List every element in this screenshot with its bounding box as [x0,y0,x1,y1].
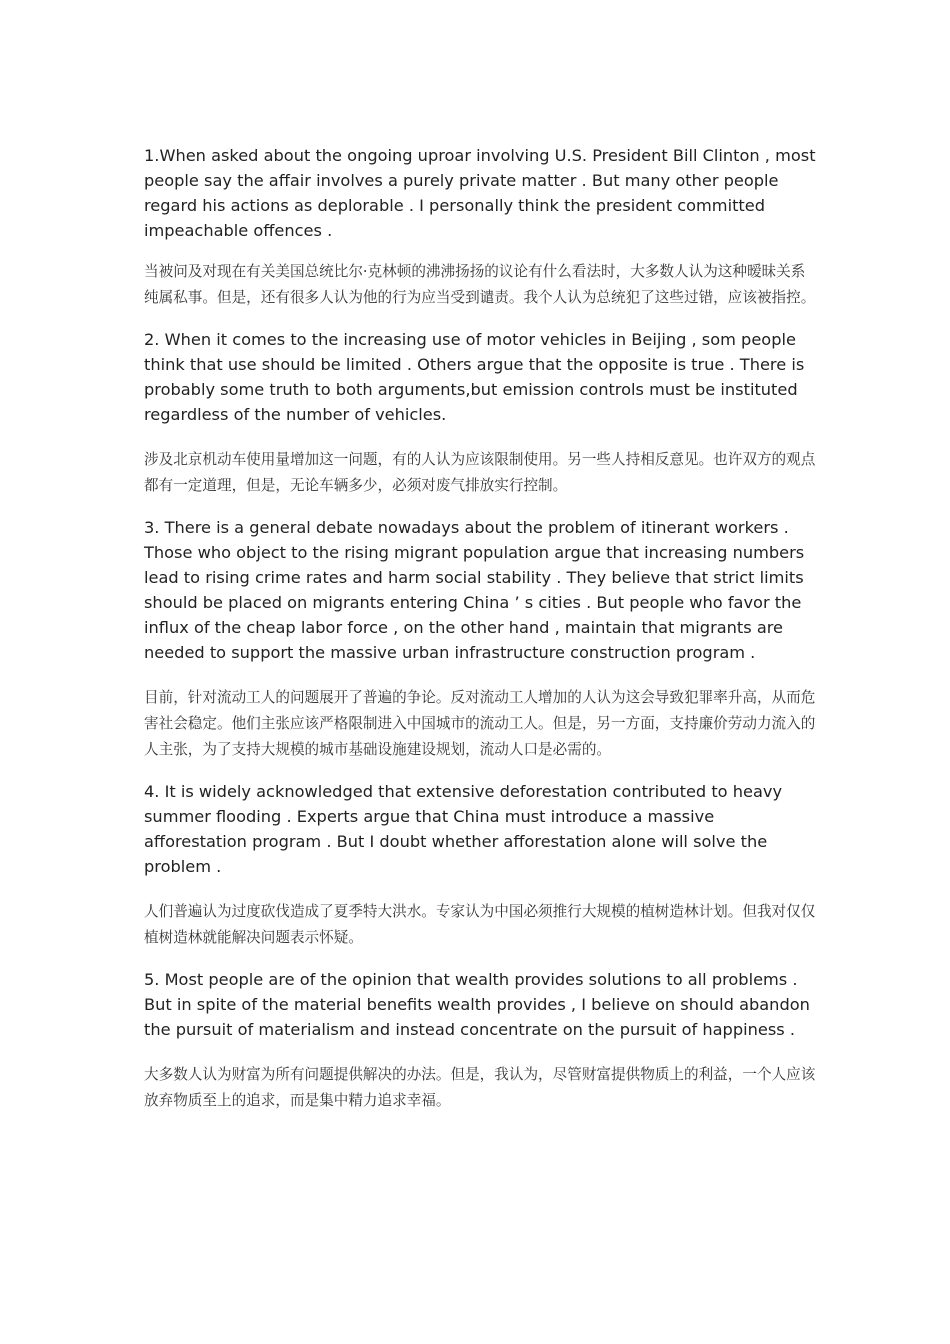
chinese-translation: 目前，针对流动工人的问题展开了普遍的争论。反对流动工人增加的人认为这会导致犯罪率升高，从而危害社会稳定。他们主张应该严格限制进入中国城市的流动工人。但是，另一方面，支持廉价劳动力流入的人主张，为了支持大规模的城市基础设施建设规划，流动人口是必需的。 [144,689,816,758]
entry-2 [144,327,816,499]
entry-5 [144,967,816,1114]
english-paragraph: 2. When it comes to the increasing use of motor vehicles in Beijing , som people think that use should be limited . Others argue that the opposite is true . There is probably some truth to both arguments,but emission controls must be instituted regardless of the number of vehicles. [144,330,805,424]
english-paragraph: 4. It is widely acknowledged that extensive deforestation contributed to heavy summer flooding . Experts argue that China must introduce a massive afforestation program . But I doubt whether afforestation alone will solve the problem . [144,782,783,876]
chinese-translation: 大多数人认为财富为所有问题提供解决的办法。但是，我认为，尽管财富提供物质上的利益，一个人应该放弃物质至上的追求，而是集中精力追求幸福。 [144,1066,816,1109]
chinese-translation: 当被问及对现在有关美国总统比尔·克林顿的沸沸扬扬的议论有什么看法时，大多数人认为这种暧昧关系纯属私事。但是，还有很多人认为他的行为应当受到谴责。我个人认为总统犯了这些过错，应该被指控。 [144,263,816,306]
entry-3 [144,515,816,763]
document-body [144,143,816,1114]
entry-1 [144,143,816,311]
entry-4 [144,779,816,951]
english-paragraph: 1.When asked about the ongoing uproar involving U.S. President Bill Clinton , most people say the affair involves a purely private matter . But many other people regard his actions as deplorable . I personally think the president committed impeachable offences . [144,146,816,240]
chinese-translation: 涉及北京机动车使用量增加这一问题，有的人认为应该限制使用。另一些人持相反意见。也许双方的观点都有一定道理，但是，无论车辆多少，必须对废气排放实行控制。 [144,451,816,494]
english-paragraph: 3. There is a general debate nowadays about the problem of itinerant workers . Those who object to the rising migrant population argue that increasing numbers lead to rising crime rates and harm social stability . They believe that strict limits should be placed on migrants entering China ’ s cities . But people who favor the influx of the cheap labor force , on the other hand , maintain that migrants are needed to support the massive urban infrastructure construction program . [144,518,805,662]
chinese-translation: 人们普遍认为过度砍伐造成了夏季特大洪水。专家认为中国必须推行大规模的植树造林计划。但我对仅仅植树造林就能解决问题表示怀疑。 [144,903,816,946]
english-paragraph: 5. Most people are of the opinion that wealth provides solutions to all problems . But in spite of the material benefits wealth provides , I believe on should abandon the pursuit of materialism and instead concentrate on the pursuit of happiness . [144,970,810,1039]
